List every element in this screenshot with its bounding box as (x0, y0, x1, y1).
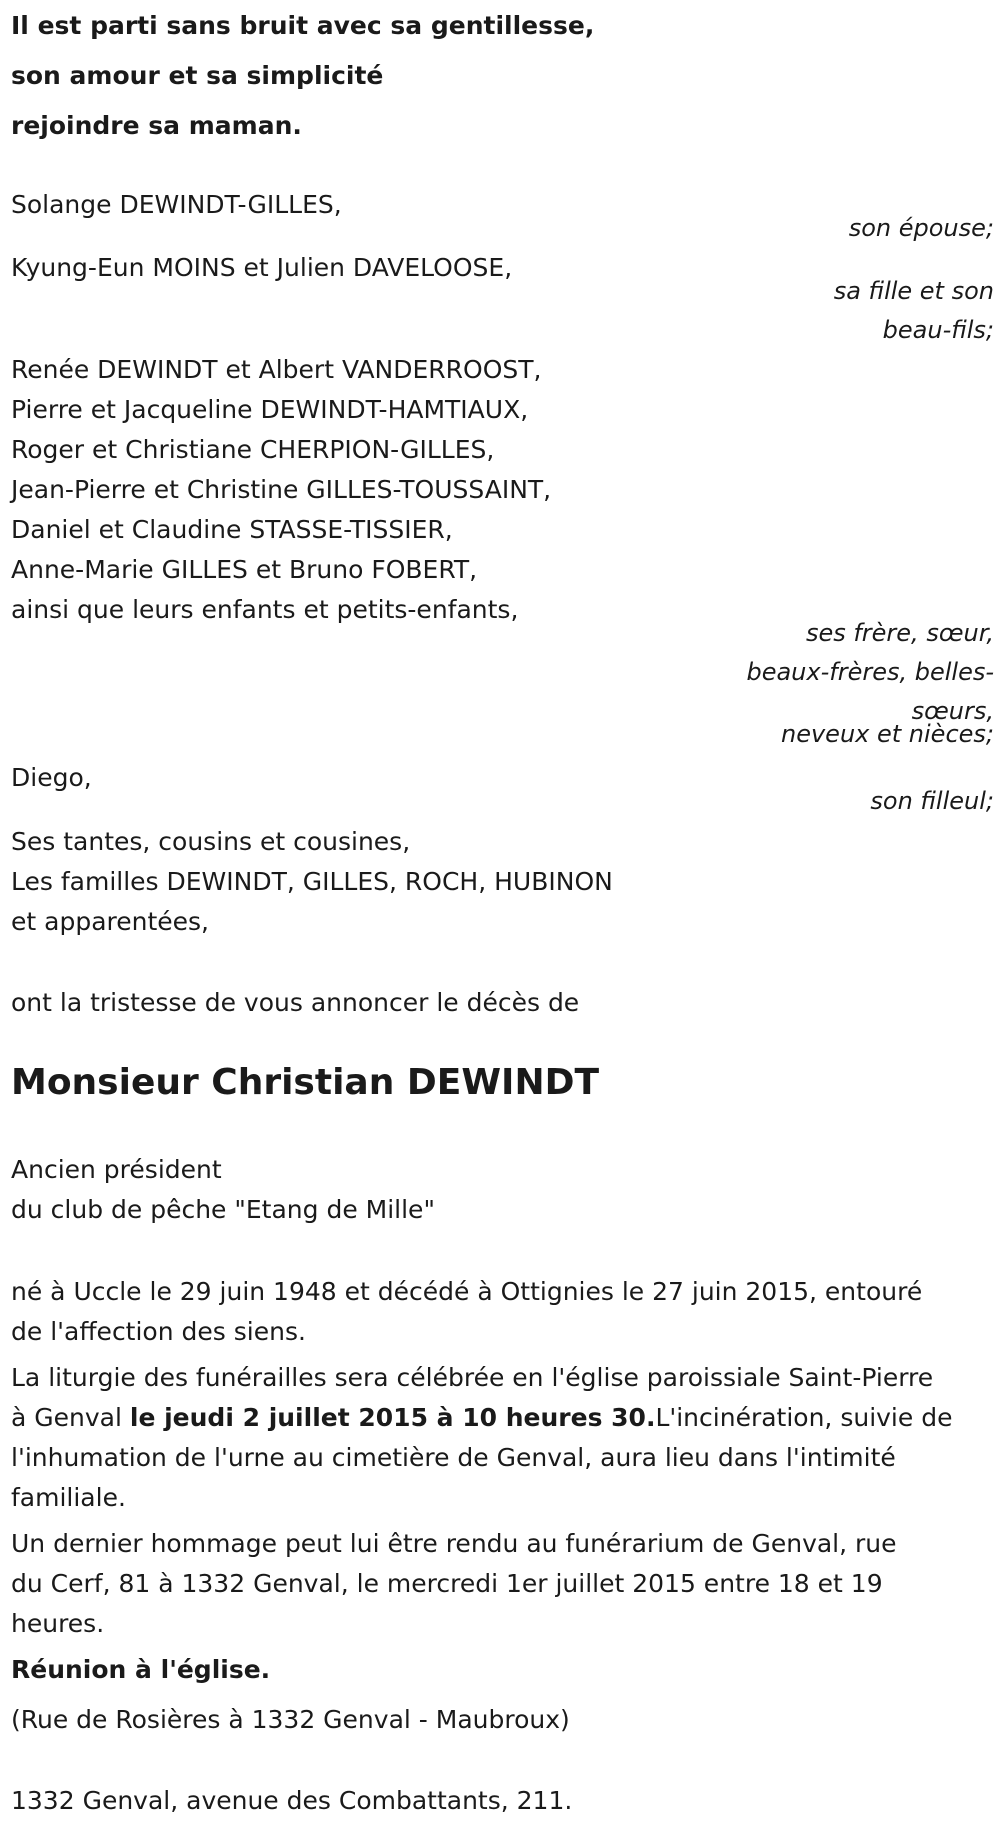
poem-line: Il est parti sans bruit avec sa gentillesse, (11, 11, 595, 40)
liturgy-date: le jeudi 2 juillet 2015 à 10 heures 30. (129, 1403, 656, 1432)
liturgy-cremation: L'incinération, suivie de (655, 1403, 953, 1432)
siblings-role: sœurs, (911, 697, 994, 725)
relatives-line: Les familles DEWINDT, GILLES, ROCH, HUBINON (11, 867, 613, 896)
sibling-line: ainsi que leurs enfants et petits-enfants, (11, 595, 519, 624)
godson-name: Diego, (11, 763, 92, 792)
sibling-line: Renée DEWINDT et Albert VANDERROOST, (11, 355, 542, 384)
siblings-role: ses frère, sœur, (805, 619, 994, 647)
siblings-role: neveux et nièces; (781, 720, 994, 748)
sibling-line: Pierre et Jacqueline DEWINDT-HAMTIAUX, (11, 395, 529, 424)
family-address: 1332 Genval, avenue des Combattants, 211. (11, 1786, 573, 1815)
tribute-line: heures. (11, 1609, 105, 1638)
poem-line: rejoindre sa maman. (11, 111, 302, 140)
daughter-role: beau-fils; (882, 316, 994, 344)
tribute-line: du Cerf, 81 à 1332 Genval, le mercredi 1er juillet 2015 entre 18 et 19 (11, 1569, 883, 1598)
spouse-name: Solange DEWINDT-GILLES, (11, 190, 342, 219)
daughter-role: sa fille et son (833, 277, 994, 305)
meeting-address: (Rue de Rosières à 1332 Genval - Maubroux) (11, 1705, 570, 1734)
spouse-role: son épouse; (848, 214, 994, 242)
sibling-line: Anne-Marie GILLES et Bruno FOBERT, (11, 555, 478, 584)
sibling-line: Jean-Pierre et Christine GILLES-TOUSSAINT, (11, 475, 552, 504)
meeting-heading: Réunion à l'église. (11, 1655, 271, 1684)
relatives-line: et apparentées, (11, 907, 209, 936)
birth-death-line: de l'affection des siens. (11, 1317, 306, 1346)
tribute-line: Un dernier hommage peut lui être rendu au funérarium de Genval, rue (11, 1529, 897, 1558)
liturgy-place: à Genval (11, 1403, 130, 1432)
announcement-text: ont la tristesse de vous annoncer le décès de (11, 988, 580, 1017)
daughter-name: Kyung-Eun MOINS et Julien DAVELOOSE, (11, 253, 513, 282)
former-role-line: Ancien président (11, 1155, 222, 1184)
liturgy-line (11, 1398, 952, 1438)
sibling-line: Roger et Christiane CHERPION-GILLES, (11, 435, 495, 464)
liturgy-line: La liturgie des funérailles sera célébrée en l'église paroissiale Saint-Pierre (11, 1363, 934, 1392)
siblings-role: beaux-frères, belles- (746, 658, 994, 686)
liturgy-line: familiale. (11, 1483, 126, 1512)
former-role-line: du club de pêche "Etang de Mille" (11, 1195, 435, 1224)
poem-line: son amour et sa simplicité (11, 61, 384, 90)
godson-role: son filleul; (870, 787, 994, 815)
birth-death-line: né à Uccle le 29 juin 1948 et décédé à Ottignies le 27 juin 2015, entouré (11, 1277, 923, 1306)
liturgy-line: l'inhumation de l'urne au cimetière de Genval, aura lieu dans l'intimité (11, 1443, 896, 1472)
relatives-line: Ses tantes, cousins et cousines, (11, 827, 411, 856)
sibling-line: Daniel et Claudine STASSE-TISSIER, (11, 515, 453, 544)
deceased-name: Monsieur Christian DEWINDT (11, 1062, 600, 1103)
